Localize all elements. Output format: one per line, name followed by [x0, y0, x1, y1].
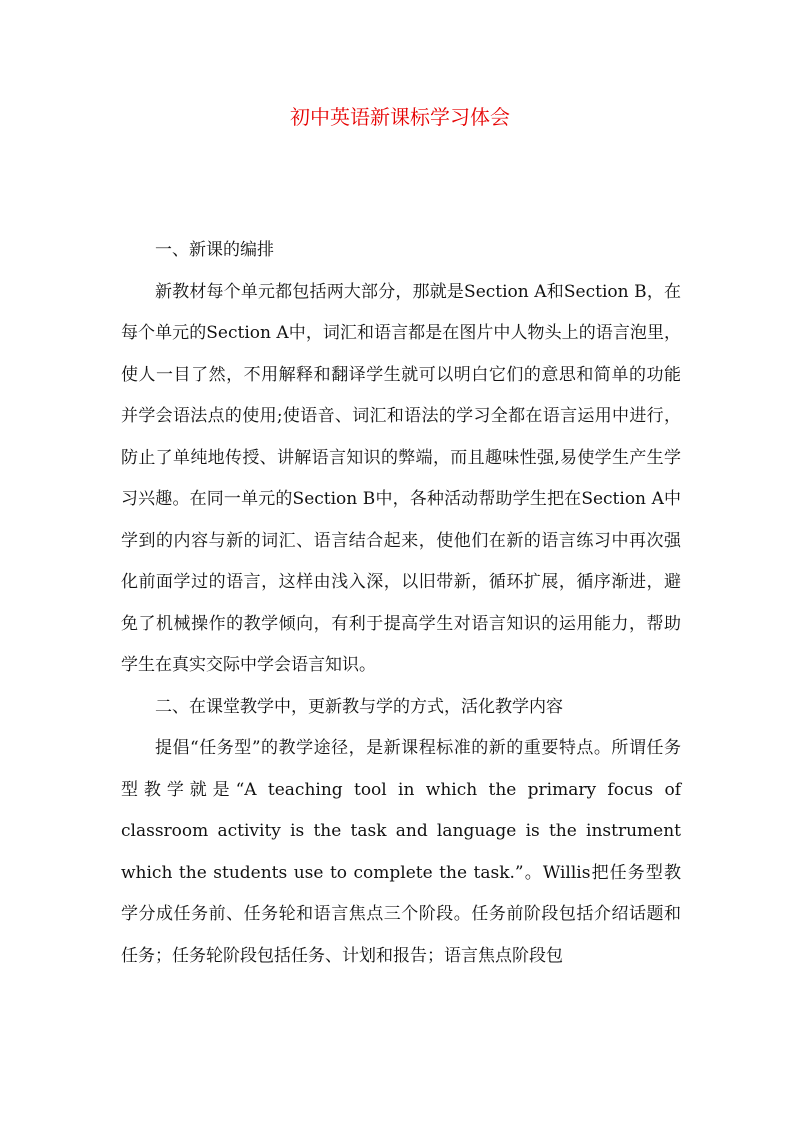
section-heading-1: 一、新课的编排 — [155, 240, 274, 260]
section-paragraph-1: 新教材每个单元都包括两大部分，那就是Section A和Section B，在每个单元的Section A中，词汇和语言都是在图片中人物头上的语言泡里，使人一目了然，不用解释和翻译学生就可以明白它们的意思和简单的功能并学会语法点的使用;使语音、词汇和语法的学习全都在语言运用中进行，防止了单纯地传授、讲解语言知识的弊端，而且趣味性强,易使学生产生学习兴趣。在同一单元的Section B中，各种活动帮助学生把在Section A中学到的内容与新的词汇、语言结合起来，使他们在新的语言练习中再次强化前面学过的语言，这样由浅入深，以旧带新，循环扩展，循序渐进，避免了机械操作的教学倾向，有利于提高学生对语言知识的运用能力，帮助学生在真实交际中学会语言知识。 — [121, 281, 681, 675]
document-title: 初中英语新课标学习体会 — [290, 105, 510, 129]
section-heading-2: 二、在课堂教学中，更新教与学的方式，活化教学内容 — [155, 696, 563, 717]
document-body — [121, 230, 681, 977]
section-paragraph-2: 提倡“任务型”的教学途径，是新课程标准的新的重要特点。所谓任务型教学就是“A teaching tool in which the primary focus of classroom activity is the task and language is the instrument which the students use to complete the task.”。Willis把任务型教学分成任务前、任务轮和语言焦点三个阶段。任务前阶段包括介绍话题和任务；任务轮阶段包括任务、计划和报告；语言焦点阶段包 — [121, 738, 681, 966]
